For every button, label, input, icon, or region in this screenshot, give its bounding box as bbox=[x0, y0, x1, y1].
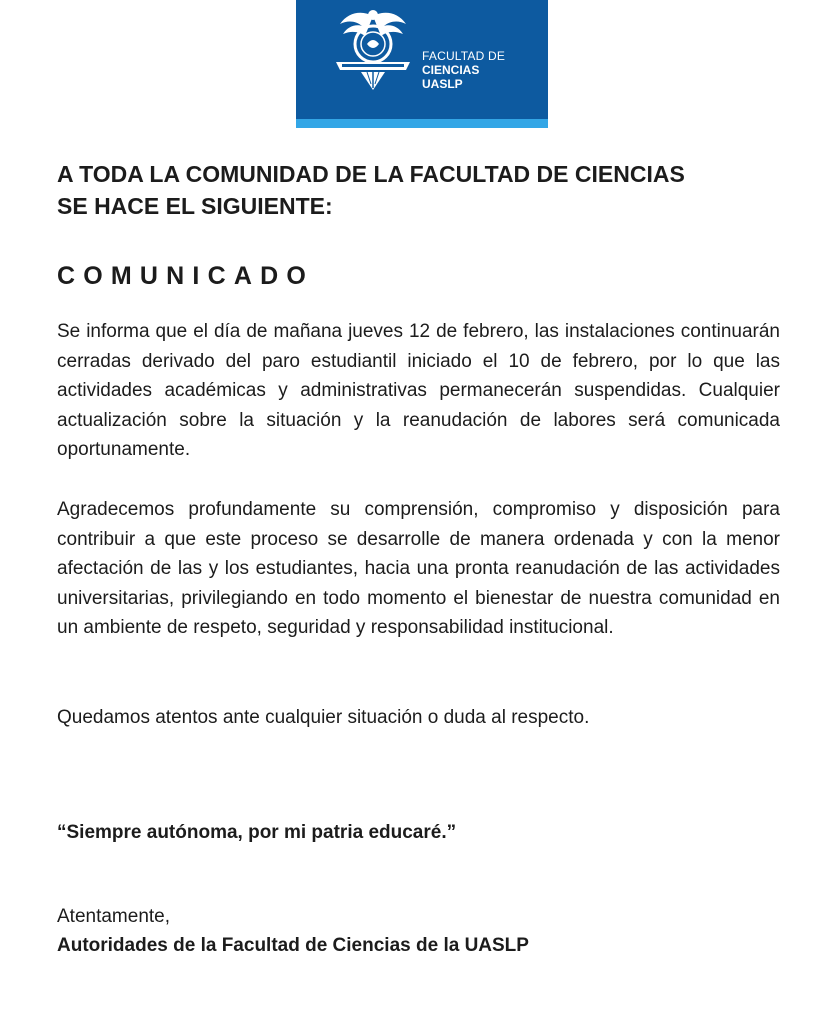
faculty-logo-text bbox=[422, 49, 505, 91]
header-banner bbox=[296, 0, 548, 128]
addressee-line-1: A TODA LA COMUNIDAD DE LA FACULTAD DE CIENCIAS bbox=[57, 161, 685, 187]
logo-line-1: FACULTAD DE bbox=[422, 49, 506, 63]
logo-line-2: CIENCIAS bbox=[422, 63, 480, 77]
paragraph-gratitude: Agradecemos profundamente su comprensión, compromiso y disposición para contribuir a que este proceso se desarrolle de manera ordenada y con la menor afectación de las y los estudiantes, hacia una pronta reanudación de las actividades universitarias, privilegiando en todo momento el bienestar de nuestra comunidad en un ambiente de respeto, seguridad y responsabilidad institucional. bbox=[57, 499, 780, 638]
communique-title: COMUNICADO bbox=[57, 262, 314, 290]
logo-line-3: UASLP bbox=[422, 77, 463, 91]
addressee-heading bbox=[57, 158, 777, 222]
closing-salutation: Atentamente, bbox=[57, 906, 171, 927]
paragraph-announcement: Se informa que el día de mañana jueves 12 de febrero, las instalaciones continuarán cerradas derivado del paro estudiantil iniciado el 10 de febrero, por lo que las actividades académicas y administrativas permanecerán suspendidas. Cualquier actualización sobre la situación y la reanudación de labores será comunicada oportunamente. bbox=[57, 321, 780, 460]
paragraph-contact: Quedamos atentos ante cualquier situación o duda al respecto. bbox=[57, 707, 590, 728]
addressee-line-2: SE HACE EL SIGUIENTE: bbox=[57, 193, 333, 219]
signature-authorities: Autoridades de la Facultad de Ciencias de la UASLP bbox=[57, 935, 529, 956]
header-accent-stripe bbox=[296, 119, 548, 128]
university-motto: “Siempre autónoma, por mi patria educaré.” bbox=[57, 822, 457, 843]
university-eagle-seal-icon bbox=[334, 6, 412, 92]
